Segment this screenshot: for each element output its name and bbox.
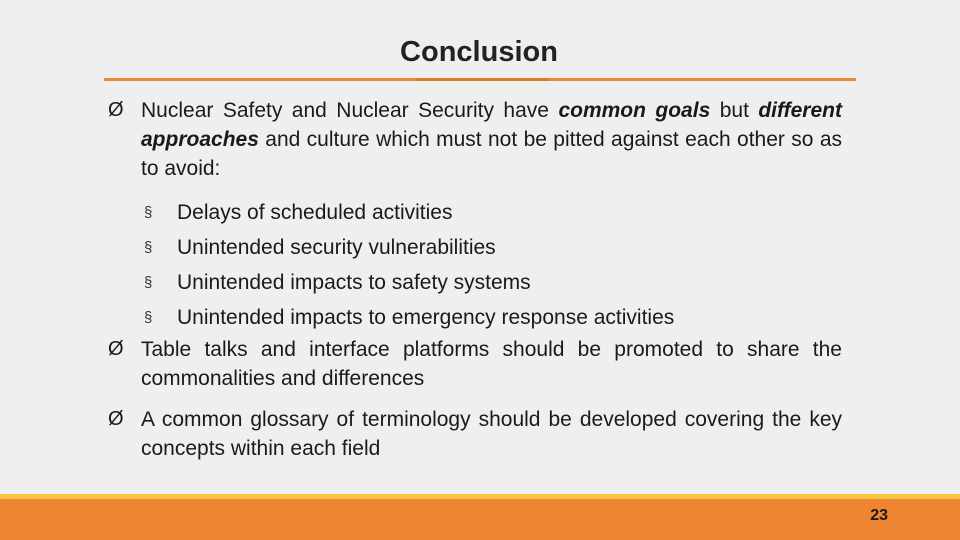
slide-content xyxy=(104,96,842,463)
bullet-item-1 xyxy=(104,96,842,183)
bullet-item-2 xyxy=(104,335,842,393)
footer-bar xyxy=(0,499,960,540)
sub-bullet-item xyxy=(144,195,842,230)
bullet-text: but xyxy=(710,99,759,122)
square-bullet-icon: § xyxy=(144,239,153,256)
sub-bullet-text: Unintended security vulnerabilities xyxy=(177,236,496,259)
slide-title: Conclusion xyxy=(400,36,558,68)
arrow-bullet-icon: Ø xyxy=(108,99,124,121)
bullet-text: and culture which must not be pitted against each other so as to avoid: xyxy=(141,128,842,180)
emphasis-text: common goals xyxy=(558,99,711,122)
emphasis-text: different approaches xyxy=(141,99,842,151)
sub-bullet-list xyxy=(144,195,842,335)
sub-bullet-text: Unintended impacts to safety systems xyxy=(177,271,531,294)
square-bullet-icon: § xyxy=(144,274,153,291)
bullet-item-3 xyxy=(104,405,842,463)
arrow-bullet-icon: Ø xyxy=(108,338,124,360)
bullet-text: Table talks and interface platforms should be promoted to share the commonalities and differences xyxy=(141,338,842,390)
sub-bullet-item xyxy=(144,265,842,300)
sub-bullet-item xyxy=(144,300,842,335)
spacer xyxy=(104,393,842,405)
square-bullet-icon: § xyxy=(144,204,153,221)
sub-bullet-text: Unintended impacts to emergency response activities xyxy=(177,306,675,329)
page-number: 23 xyxy=(870,507,888,524)
square-bullet-icon: § xyxy=(144,309,153,326)
sub-bullet-text: Delays of scheduled activities xyxy=(177,201,453,224)
sub-bullet-item xyxy=(144,230,842,265)
bullet-text: Nuclear Safety and Nuclear Security have xyxy=(141,99,559,122)
arrow-bullet-icon: Ø xyxy=(108,408,124,430)
title-divider-accent xyxy=(416,78,548,81)
bullet-text: A common glossary of terminology should be developed covering the key concepts within each field xyxy=(141,408,842,460)
